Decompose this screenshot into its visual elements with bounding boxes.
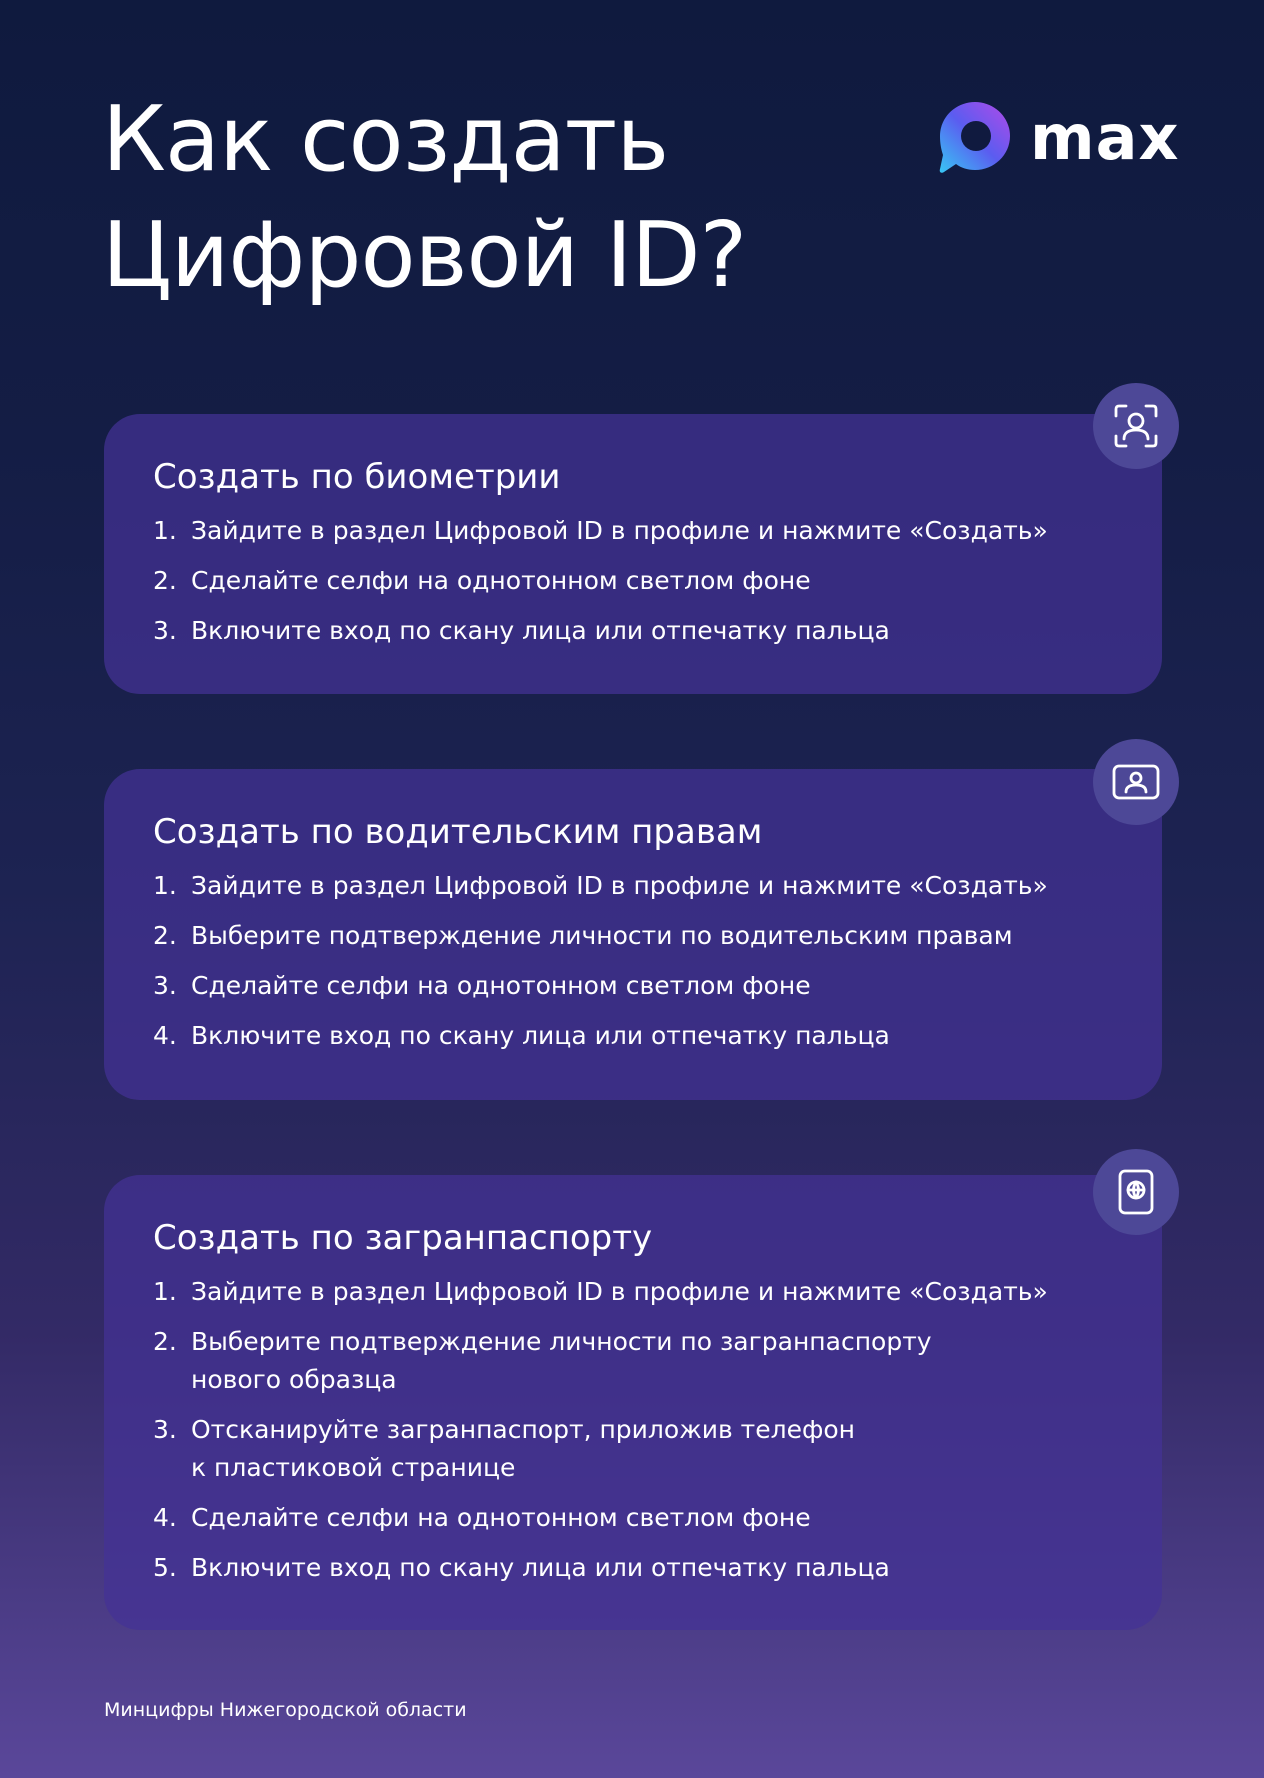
step-text: Зайдите в раздел Цифровой ID в профиле и нажмите «Создать» (191, 516, 1048, 545)
step-number: 4. (153, 1021, 177, 1050)
step-text: Включите вход по скану лица или отпечатку пальца (191, 1021, 890, 1050)
step-number: 5. (153, 1553, 177, 1582)
step-text: Сделайте селфи на однотонном светлом фоне (191, 566, 811, 595)
page-title-line-2: Цифровой ID? (102, 203, 747, 308)
page-title-line-1: Как создать (102, 87, 669, 192)
card-title: Создать по водительским правам (153, 812, 763, 852)
step-text: Включите вход по скану лица или отпечатку пальца (191, 616, 890, 645)
step-text: Сделайте селфи на однотонном светлом фоне (191, 971, 811, 1000)
list-item (153, 562, 1132, 600)
footer-organization: Минцифры Нижегородской области (104, 1699, 467, 1721)
passport-icon (1116, 1168, 1156, 1216)
list-item (153, 512, 1132, 550)
list-item (153, 867, 1132, 905)
step-number: 3. (153, 971, 177, 1000)
step-text: Зайдите в раздел Цифровой ID в профиле и нажмите «Создать» (191, 871, 1048, 900)
step-text: Выберите подтверждение личности по загранпаспорту нового образца (191, 1327, 932, 1394)
list-item (153, 1411, 1132, 1487)
card-driver-license (104, 769, 1162, 1100)
face-scan-badge (1093, 383, 1179, 469)
card-passport (104, 1175, 1162, 1630)
passport-badge (1093, 1149, 1179, 1235)
list-item (153, 612, 1132, 650)
step-text: Сделайте селфи на однотонном светлом фоне (191, 1503, 811, 1532)
step-number: 4. (153, 1503, 177, 1532)
id-card-icon (1111, 762, 1161, 802)
id-card-badge (1093, 739, 1179, 825)
logo-text: max (1030, 101, 1180, 174)
step-text: Включите вход по скану лица или отпечатку пальца (191, 1553, 890, 1582)
max-logo-icon (936, 98, 1014, 178)
step-number: 1. (153, 516, 177, 545)
list-item (153, 1017, 1132, 1055)
list-item (153, 917, 1132, 955)
step-text: Отсканируйте загранпаспорт, приложив телефон к пластиковой странице (191, 1415, 855, 1482)
card-biometrics (104, 414, 1162, 694)
step-number: 1. (153, 871, 177, 900)
max-logo (936, 96, 1179, 180)
step-list (153, 867, 1132, 1055)
face-scan-icon (1113, 403, 1159, 449)
card-title: Создать по загранпаспорту (153, 1218, 653, 1258)
step-list (153, 512, 1132, 650)
list-item (153, 1549, 1132, 1587)
step-text: Выберите подтверждение личности по водительским правам (191, 921, 1013, 950)
card-title: Создать по биометрии (153, 457, 561, 497)
step-number: 3. (153, 616, 177, 645)
step-number: 2. (153, 1327, 177, 1356)
step-number: 3. (153, 1415, 177, 1444)
list-item (153, 1273, 1132, 1311)
step-list (153, 1273, 1132, 1587)
list-item (153, 967, 1132, 1005)
page-title (102, 82, 862, 314)
list-item (153, 1323, 1132, 1399)
step-number: 1. (153, 1277, 177, 1306)
step-number: 2. (153, 566, 177, 595)
step-number: 2. (153, 921, 177, 950)
list-item (153, 1499, 1132, 1537)
step-text: Зайдите в раздел Цифровой ID в профиле и нажмите «Создать» (191, 1277, 1048, 1306)
